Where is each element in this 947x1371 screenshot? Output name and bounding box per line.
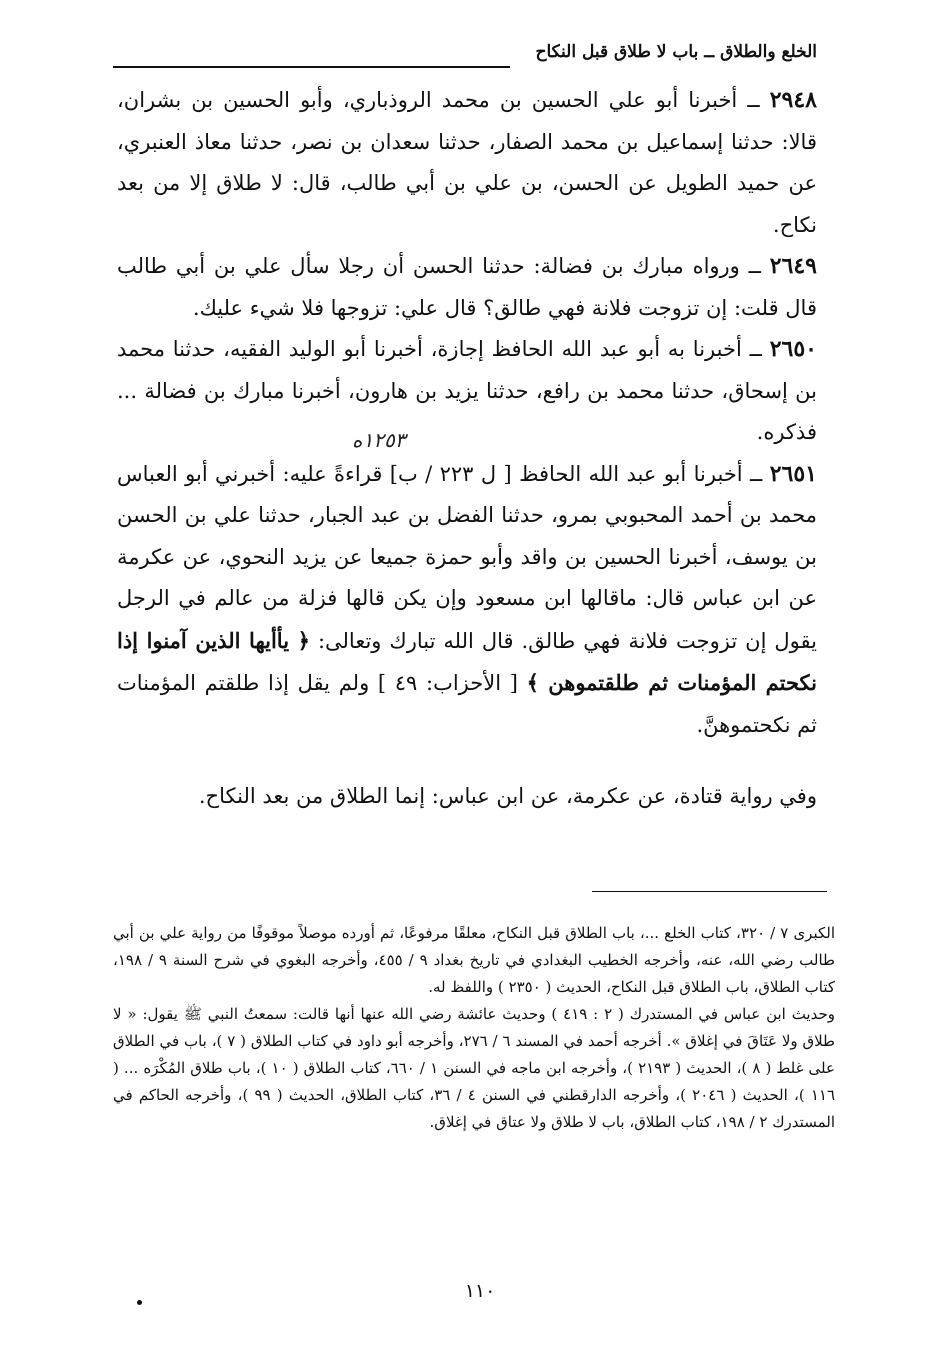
hadith-text-continued: [ الأحزاب: ٤٩ ] ولم يقل إذا طلقتم المؤمنات ثم نكحتموهنَّ. [117,671,817,737]
footnotes [113,920,835,1136]
hadith-2651 [117,454,817,747]
footnote-paragraph: وحديث ابن عباس في المستدرك ( ٢ : ٤١٩ ) وحديث عائشة رضي الله عنها أنها قالت: سمعتُ النبي ﷺ يقول: « لا طلاق ولا عَتَاقَ في إغلاق ». أخرجه أحمد في المسند ٦ / ٢٧٦، وأخرجه أبو داود في كتاب الطلاق ( ٧ )، باب في الطلاق على غلط ( ٨ )، الحديث ( ٢١٩٣ )، وأخرجه ابن ماجه في السنن ١ / ٦٦٠، كتاب الطلاق ( ١٠ )، باب طلاق المُكْرَه ... ( ١١٦ )، الحديث ( ٢٠٤٦ )، وأخرجه الدارقطني في السنن ٤ / ٣٦، كتاب الطلاق، الحديث ( ٩٩ )، وأخرجه الحاكم في المستدرك ٢ / ١٩٨، كتاب الطلاق، باب لا طلاق ولا عتاق في إغلاق. [113,1005,836,1131]
closing-paragraph: وفي رواية قتادة، عن عكرمة، عن ابن عباس: إنما الطلاق من بعد النكاح. [198,784,817,808]
hadith-text: ــ ورواه مبارك بن فضالة: حدثنا الحسن أن رجلا سأل علي بن أبي طالب قال قلت: إن تزوجت فلانة فهي طالق؟ قال علي: تزوجها فلا شيء عليك. [117,254,817,320]
hadith-text: ــ أخبرنا أبو علي الحسين بن محمد الروذباري، وأبو الحسين بن بشران، قالا: حدثنا إسماعيل بن محمد الصفار، حدثنا سعدان بن نصر، حدثنا معاذ العنبري، عن حميد الطويل عن الحسن، بن علي بن أبي طالب، قال: لا طلاق إلا من بعد نكاح. [117,88,817,237]
hadith-text: ــ أخبرنا به أبو عبد الله الحافظ إجازة، أخبرنا أبو الوليد الفقيه، حدثنا محمد بن إسحاق، حدثنا محمد بن رافع، حدثنا يزيد بن هارون، أخبرنا مبارك بن فضالة ... فذكره. [117,337,817,444]
hadith-number: ٢٦٤٩ [769,253,817,279]
running-header: الخلع والطلاق ــ باب لا طلاق قبل النكاح [535,42,817,62]
hadith-number: ٢٦٥١ [769,460,817,487]
hadith-2650 [117,329,817,454]
hadith-number: ٢٦٥٠ [769,336,817,362]
hadith-2948 [117,80,817,246]
hadith-number: ٢٩٤٨ [769,87,817,113]
handwritten-margin-note: ١٢٥٣ه [352,428,406,452]
paragraph-gap [117,746,817,776]
ink-dot [137,1300,142,1305]
page-number: ١١٠ [464,1280,496,1302]
header-rule [113,66,510,68]
hadith-text: ــ أخبرنا أبو عبد الله الحافظ [ ل ٢٢٣ / ب] قراءةً عليه: أخبرني أبو العباس محمد بن أحمد المحبوبي بمرو، حدثنا الفضل بن عبد الجبار، حدثنا علي بن الحسن بن يوسف، أخبرنا الحسين بن واقد وأبو حمزة جميعا عن يزيد النحوي، عن عكرمة عن ابن عباس قال: ماقالها ابن مسعود وإن يكن قالها فزلة من عالم في الرجل يقول إن تزوجت فلانة فهي طالق. قال الله تبارك وتعالى: [117,461,817,653]
main-text [117,80,817,818]
footnote-rule [592,891,827,892]
hadith-2649 [117,246,817,329]
footnote-paragraph: الكبرى ٧ / ٣٢٠، كتاب الخلع ...، باب الطلاق قبل النكاح، معلقًا مرفوعًا، ثم أورده موصلاً موقوفًا من رواية علي بن أبي طالب رضي الله، عنه، وأخرجه الخطيب البغدادي في تاريخ بغداد ٩ / ٤٥٥، وأخرجه البغوي في شرح السنة ٩ / ١٩٨، كتاب الطلاق، باب الطلاق قبل النكاح، الحديث ( ٢٣٥٠ ) واللفظ له. [113,924,836,996]
quran-verse: ﴿ يأأيها الذين آمنوا إذا نكحتم المؤمنات ثم طلقتموهن ﴾ [117,627,817,695]
